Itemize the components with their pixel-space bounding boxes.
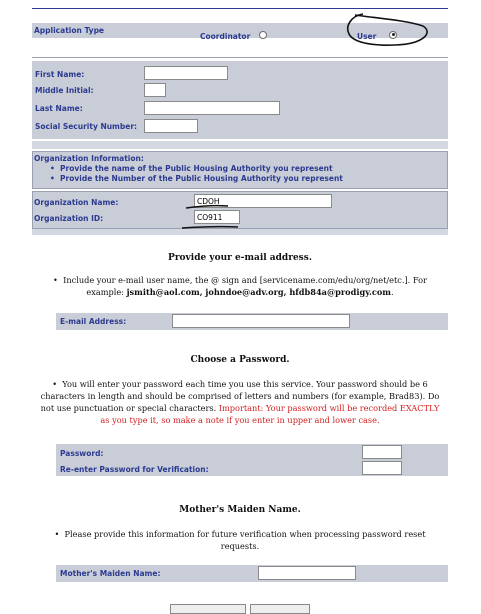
password-instruction: • You will enter your password each time you use this service. Your password should be 6 characters in length and should be comprised of letters and numbers (for example, Brad83). Do not use punctuation or special characters. Important: Your password will be recorded EXACTLY as you type it, so make a note if you enter in upper and lower case. [40,379,440,425]
submit-button[interactable] [170,604,246,614]
email-heading: Provide your e-mail address. [168,253,312,263]
organization-bottom-band [32,229,448,235]
email-instruction: • Include your e-mail user name, the @ sign and [servicename.com/edu/org/net/etc.]. For example: jsmith@aol.com, johndoe@adv.org, hfdb84a@prodigy.com. [53,275,427,297]
last-name-input[interactable] [144,101,280,115]
bullet-icon: • [54,529,60,539]
ssn-input[interactable] [144,119,198,133]
reenter-password-input[interactable] [362,461,402,475]
bullet-icon: • [50,164,55,173]
organization-name-input[interactable]: CDOH [194,194,332,208]
coordinator-label: Coordinator [200,32,251,41]
organization-id-label: Organization ID: [34,214,104,223]
coordinator-radio[interactable] [259,31,267,39]
organization-bullet-1: • Provide the name of the Public Housing Authority you represent [50,164,333,173]
password-label: Password: [60,449,104,458]
organization-id-input[interactable]: CO911 [194,210,240,224]
bullet-icon: • [52,379,58,389]
organization-name-label: Organization Name: [34,198,119,207]
first-name-input[interactable] [144,66,228,80]
password-warning: Important: Your password will be recorded EXACTLY as you type it, so make a note if you enter in upper and lower case. [100,403,440,425]
bullet-icon: • [50,174,55,183]
reset-button[interactable] [250,604,310,614]
spacer-band [32,141,448,149]
top-border [32,8,448,9]
last-name-label: Last Name: [35,104,83,113]
ssn-label: Social Security Number: [35,122,138,131]
maiden-name-input[interactable] [258,566,356,580]
application-type-label: Application Type [34,26,105,35]
hand-drawn-circle-annotation [335,10,435,52]
section-divider-1 [32,57,448,58]
hand-drawn-underline-annotation [180,196,250,232]
user-label: User [357,32,377,41]
organization-info-label: Organization Information: [34,154,144,163]
maiden-name-label: Mother's Maiden Name: [60,569,161,578]
reenter-password-label: Re-enter Password for Verification: [60,465,209,474]
first-name-label: First Name: [35,70,85,79]
email-field-label: E-mail Address: [60,317,127,326]
password-input[interactable] [362,445,402,459]
coordinator-option[interactable] [200,24,267,43]
middle-initial-input[interactable] [144,83,166,97]
maiden-name-instruction: • Please provide this information for future verification when processing password reset requests. [54,529,426,551]
organization-bullet-2: • Provide the Number of the Public Housing Authority you represent [50,174,343,183]
middle-initial-label: Middle Initial: [35,86,94,95]
password-heading: Choose a Password. [190,355,290,365]
bullet-icon: • [53,275,58,285]
email-input[interactable] [172,314,350,328]
maiden-name-heading: Mother's Maiden Name. [179,505,301,515]
